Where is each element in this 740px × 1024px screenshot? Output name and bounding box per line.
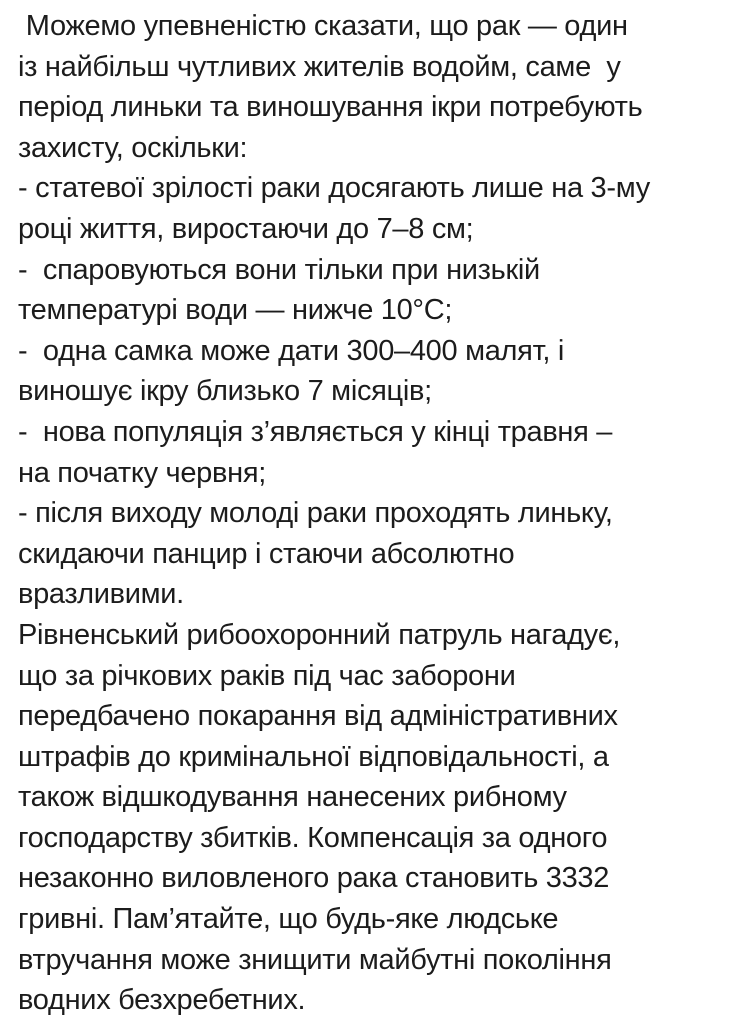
text-line: із найбільш чутливих жителів водойм, саме у <box>18 50 621 83</box>
text-line: Можемо упевненістю сказати, що рак — один <box>18 10 628 42</box>
text-line: що за річкових раків під час заборони <box>18 659 516 692</box>
list-item-line: - одна самка може дати 300–400 малят, і <box>18 334 565 367</box>
list-item-line: на початку червня; <box>18 456 266 489</box>
list-item-line: виношує ікру близько 7 місяців; <box>18 375 432 408</box>
list-item-line: скидаючи панцир і стаючи абсолютно <box>18 537 515 570</box>
text-line: період линьки та виношування ікри потребують <box>18 91 643 124</box>
list-item-line: - спаровуються вони тільки при низькій <box>18 253 540 286</box>
list-item-line: температурі води — нижче 10°С; <box>18 294 453 327</box>
text-line: втручання може знищити майбутні покоління <box>18 943 612 976</box>
text-line: передбачено покарання від адміністративних <box>18 700 618 733</box>
text-line: захисту, оскільки: <box>18 131 248 164</box>
text-line: господарству збитків. Компенсація за одного <box>18 821 608 854</box>
text-line: незаконно виловленого рака становить 3332 <box>18 862 610 895</box>
text-line: штрафів до кримінальної відповідальності, а <box>18 740 609 773</box>
list-item-line: - статевої зрілості раки досягають лише на 3-му <box>18 172 650 205</box>
text-line: Рівненський рибоохоронний патруль нагадує, <box>18 618 621 651</box>
text-line: також відшкодування нанесених рибному <box>18 781 567 814</box>
list-item-line: році життя, виростаючи до 7–8 см; <box>18 212 474 245</box>
list-item-line: вразливими. <box>18 578 184 611</box>
list-item-line: - нова популяція з’являється у кінці травня – <box>18 415 613 448</box>
text-line: гривні. Пам’ятайте, що будь-яке людське <box>18 903 559 936</box>
article-text <box>18 6 734 1021</box>
text-line: водних безхребетних. <box>18 984 306 1017</box>
list-item-line: - після виходу молоді раки проходять линьку, <box>18 497 613 530</box>
